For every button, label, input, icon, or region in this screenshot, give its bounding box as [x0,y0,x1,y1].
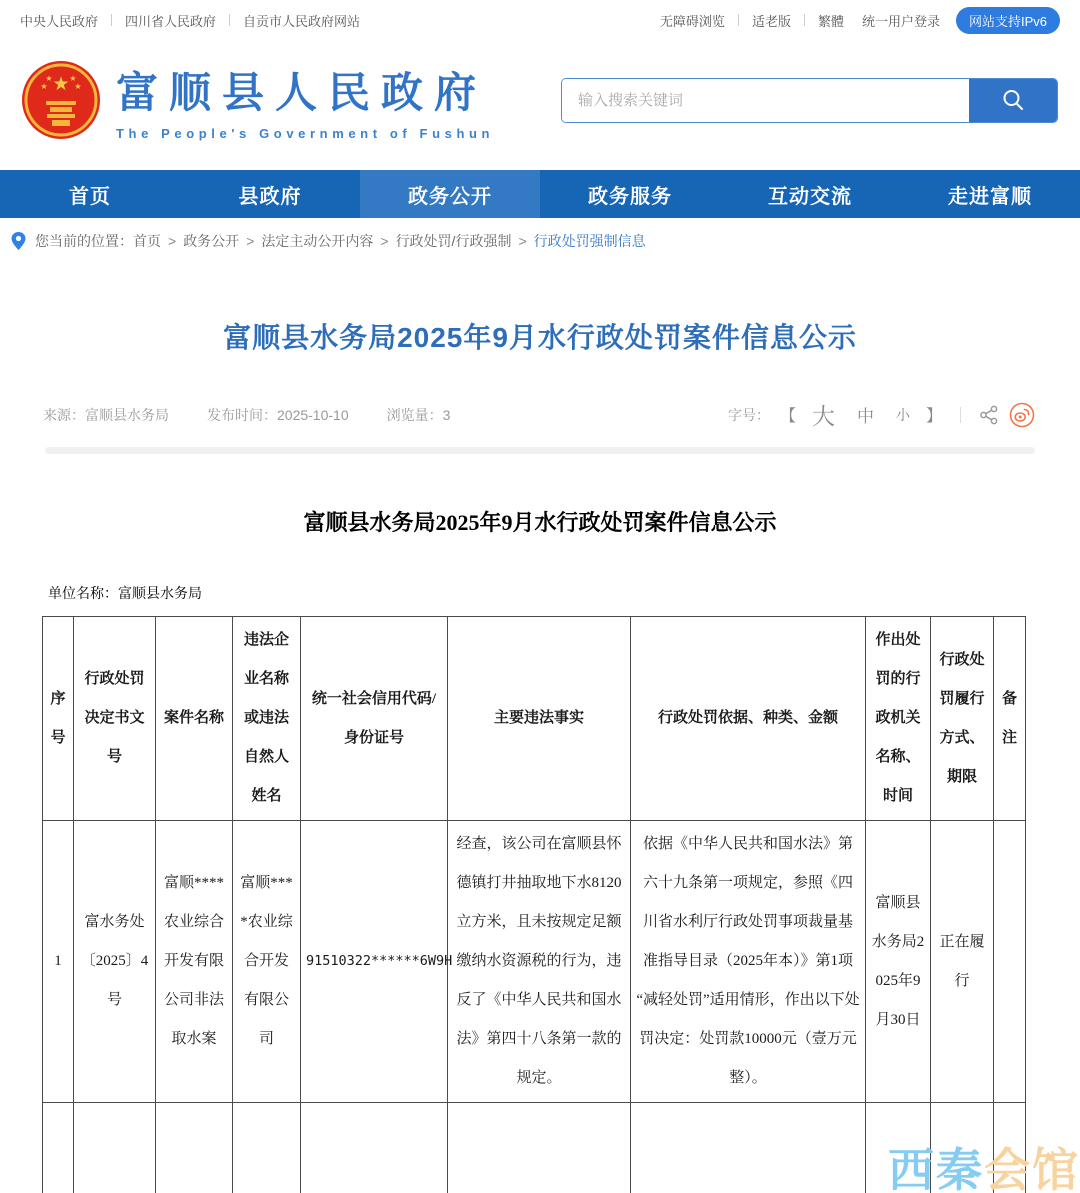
article-source: 来源：富顺县水务局 [43,406,169,423]
fontsize-label: 字号： [727,406,770,423]
topbar-left-links [20,11,360,30]
site-header [0,40,1080,170]
fontsize-bracket-open: 【 [779,408,796,425]
breadcrumb-item-statutory-content[interactable]: 法定主动公开内容 [261,233,374,249]
topbar [0,0,1080,40]
topbar-link-unified-login[interactable]: 统一用户登录 [861,13,940,29]
svg-text:★: ★ [52,74,70,95]
document-title: 富顺县水务局2025年9月水行政处罚案件信息公示 [303,510,777,535]
topbar-link-zigong-gov[interactable]: 自贡市人民政府网站 [243,13,361,29]
cell-penalty-basis: 依据《中华人民共和国水法》第六十九条第一项规定，参照《四川省水利厅行政处罚事项裁量基准指导目录（2025年本）》第1项“减轻处罚”适用情形，作出以下处罚决定：处罚款10000元（壹万元整）。 [631,821,866,1103]
site-title-block [116,60,494,141]
fontsize-medium-button[interactable]: 中 [856,407,874,426]
cell-authority-time: 富顺县水务局2025年9月30日 [866,821,931,1103]
search-bar [561,78,1058,123]
table-header-row [43,617,1026,821]
penalty-cases-table [42,616,1026,1193]
nav-item-interaction[interactable]: 互动交流 [768,185,852,208]
topbar-link-accessibility[interactable]: 无障碍浏览 [659,13,725,29]
nav-item-about-fushun[interactable]: 走进富顺 [948,185,1032,208]
ipv6-badge[interactable]: 网站支持IPv6 [956,7,1060,34]
watermark-text-orange: 会馆 [984,1144,1080,1193]
svg-text:★: ★ [74,82,82,91]
col-header-remarks: 备注 [994,617,1026,821]
search-input[interactable] [562,79,969,122]
breadcrumb-item-disclosure[interactable]: 政务公开 [183,233,240,249]
watermark-text-blue: 西秦 [888,1144,984,1193]
table-empty-row [43,1103,1026,1193]
nav-item-home[interactable]: 首页 [69,185,111,208]
site-watermark [888,1144,1080,1193]
fontsize-large-button[interactable]: 大 [811,403,835,429]
topbar-link-central-gov[interactable]: 中央人民政府 [20,13,99,29]
national-emblem-logo [20,59,102,141]
topbar-right-links [660,7,1060,34]
topbar-link-elderly-version[interactable]: 适老版 [751,13,791,29]
fontsize-small-button[interactable]: 小 [895,406,910,423]
location-pin-icon [10,231,27,251]
breadcrumb-item-home[interactable]: 首页 [133,233,161,249]
breadcrumb-separator: > [246,233,255,249]
share-icon[interactable] [979,405,999,425]
main-nav [0,170,1080,218]
col-header-case-name: 案件名称 [156,617,233,821]
article-pubdate: 发布时间：2025-10-10 [207,406,349,423]
divider [960,407,961,423]
col-header-main-facts: 主要违法事实 [448,617,631,821]
svg-text:★: ★ [69,74,77,83]
article-meta [43,398,1035,431]
cell-credit-code: 91510322******6W9H [301,821,448,1103]
breadcrumb-separator: > [380,233,389,249]
cell-case-name: 富顺****农业综合开发有限公司非法取水案 [156,821,233,1103]
divider [229,14,230,26]
col-header-fulfillment: 行政处罚履行方式、期限 [931,617,994,821]
article-meta-right [728,398,1035,431]
col-header-violator-name: 违法企业名称或违法自然人姓名 [233,617,301,821]
breadcrumb-prefix: 您当前的位置： [35,233,133,249]
breadcrumb [0,218,1080,264]
breadcrumb-item-penalty-info[interactable]: 行政处罚强制信息 [533,233,646,249]
site-name-english: The People's Government of Fushun [116,125,495,141]
empty-cell [233,1103,301,1193]
weibo-icon[interactable] [1009,402,1035,428]
search-icon [1000,87,1026,113]
col-header-authority-time: 作出处罚的行政机关名称、时间 [866,617,931,821]
empty-cell [74,1103,156,1193]
empty-cell [156,1103,233,1193]
empty-cell [631,1103,866,1193]
unit-name-line: 单位名称：富顺县水务局 [48,587,202,602]
col-header-credit-code: 统一社会信用代码/身份证号 [301,617,448,821]
page-title: 富顺县水务局2025年9月水行政处罚案件信息公示 [223,322,857,353]
search-button[interactable] [969,79,1057,122]
site-brand[interactable] [20,59,494,141]
divider [738,14,739,26]
cell-violator-name: 富顺****农业综合开发有限公司 [233,821,301,1103]
cell-decision-doc-no: 富水务处〔2025〕4号 [74,821,156,1103]
topbar-link-sichuan-gov[interactable]: 四川省人民政府 [125,13,217,29]
article-meta-left [43,405,450,425]
empty-cell [301,1103,448,1193]
site-name: 富顺县人民政府 [116,70,488,117]
breadcrumb-item-penalty-enforcement[interactable]: 行政处罚/行政强制 [395,233,512,249]
nav-item-gov-affairs-disclosure[interactable]: 政务公开 [360,170,540,218]
empty-cell [448,1103,631,1193]
svg-text:★: ★ [45,74,53,83]
col-header-penalty-basis: 行政处罚依据、种类、金额 [631,617,866,821]
cell-fulfillment: 正在履行 [931,821,994,1103]
cell-remarks [994,821,1026,1103]
divider [804,14,805,26]
fontsize-bracket-close: 】 [925,408,942,425]
cell-seq: 1 [43,821,74,1103]
nav-item-gov-services[interactable]: 政务服务 [588,185,672,208]
divider [111,14,112,26]
breadcrumb-separator: > [168,233,177,249]
svg-text:★: ★ [40,82,48,91]
article-views: 浏览量：3 [386,406,451,423]
col-header-decision-doc-no: 行政处罚决定书文号 [74,617,156,821]
col-header-seq: 序号 [43,617,74,821]
breadcrumb-separator: > [518,233,527,249]
topbar-link-traditional-chinese[interactable]: 繁體 [817,13,844,29]
empty-cell [43,1103,74,1193]
nav-item-county-gov[interactable]: 县政府 [238,185,302,208]
cell-main-facts: 经查，该公司在富顺县怀德镇打井抽取地下水8120立方米，且未按规定足额缴纳水资源税的行为，违反了《中华人民共和国水法》第四十八条第一款的规定。 [448,821,631,1103]
section-divider [45,447,1035,454]
table-row [43,821,1026,1103]
